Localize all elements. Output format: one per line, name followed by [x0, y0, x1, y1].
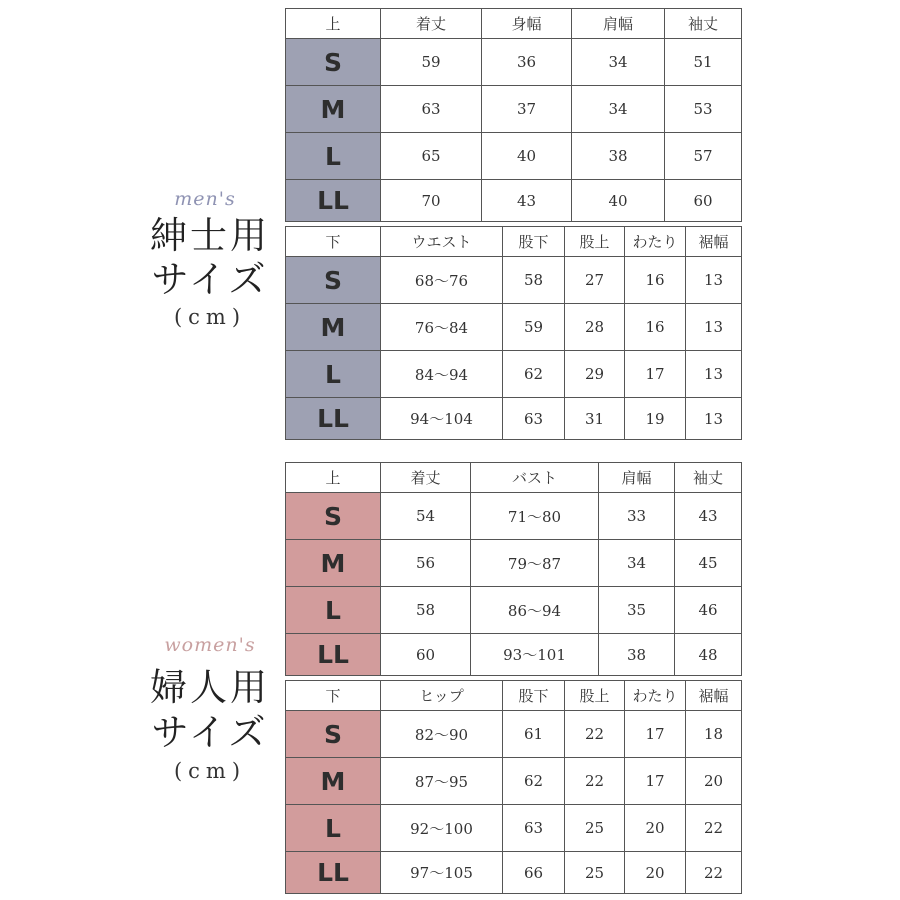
table-cell: 35 [599, 587, 675, 634]
table-cell: 20 [686, 758, 742, 805]
table-cell: 48 [675, 634, 742, 676]
womens-top-size-table [285, 462, 742, 676]
table-cell: 63 [503, 398, 565, 440]
table-header-cell: 肩幅 [572, 9, 665, 39]
table-cell: 36 [482, 39, 572, 86]
table-cell: 17 [625, 711, 686, 758]
table-cell: 86〜94 [471, 587, 599, 634]
table-row [286, 587, 742, 634]
table-header-cell: ヒップ [381, 681, 503, 711]
table-header-cell: 袖丈 [675, 463, 742, 493]
table-header-cell: わたり [625, 227, 686, 257]
table-cell: 20 [625, 852, 686, 894]
table-cell: 13 [686, 257, 742, 304]
table-cell: 65 [381, 133, 482, 180]
table-row [286, 351, 742, 398]
table-cell: 93〜101 [471, 634, 599, 676]
womens-bottom-size-table [285, 680, 742, 894]
womens-title-line2: サイズ [151, 711, 269, 754]
table-header-cell: 着丈 [381, 9, 482, 39]
table-cell: 16 [625, 304, 686, 351]
table-header-cell: わたり [625, 681, 686, 711]
table-cell: 51 [665, 39, 742, 86]
table-header-cell: バスト [471, 463, 599, 493]
table-cell: 19 [625, 398, 686, 440]
table-cell: 33 [599, 493, 675, 540]
table-row [286, 758, 742, 805]
size-label-cell: M [286, 304, 381, 351]
table-cell: 68〜76 [381, 257, 503, 304]
table-cell: 22 [565, 758, 625, 805]
table-cell: 28 [565, 304, 625, 351]
table-header-row [286, 463, 742, 493]
table-cell: 45 [675, 540, 742, 587]
size-label-cell: L [286, 351, 381, 398]
table-cell: 71〜80 [471, 493, 599, 540]
table-cell: 38 [599, 634, 675, 676]
mens-bottom-size-table [285, 226, 742, 440]
table-cell: 17 [625, 351, 686, 398]
size-label-cell: LL [286, 180, 381, 222]
table-header-cell: 裾幅 [686, 227, 742, 257]
table-header-row [286, 227, 742, 257]
table-cell: 43 [675, 493, 742, 540]
size-label-cell: L [286, 805, 381, 852]
table-cell: 43 [482, 180, 572, 222]
table-cell: 60 [381, 634, 471, 676]
table-cell: 97〜105 [381, 852, 503, 894]
table-cell: 37 [482, 86, 572, 133]
table-cell: 40 [482, 133, 572, 180]
size-label-cell: M [286, 758, 381, 805]
table-header-cell: 身幅 [482, 9, 572, 39]
table-row [286, 634, 742, 676]
size-label-cell: LL [286, 398, 381, 440]
table-cell: 66 [503, 852, 565, 894]
table-cell: 94〜104 [381, 398, 503, 440]
table-row [286, 133, 742, 180]
table-cell: 62 [503, 351, 565, 398]
size-label-cell: M [286, 540, 381, 587]
table-row [286, 304, 742, 351]
table-cell: 20 [625, 805, 686, 852]
table-cell: 22 [565, 711, 625, 758]
table-header-cell: 下 [286, 227, 381, 257]
mens-unit-label: (cm) [173, 305, 247, 329]
womens-title-line1: 婦人用 [150, 666, 270, 709]
table-cell: 87〜95 [381, 758, 503, 805]
table-cell: 13 [686, 304, 742, 351]
table-row [286, 493, 742, 540]
table-cell: 38 [572, 133, 665, 180]
table-cell: 84〜94 [381, 351, 503, 398]
table-row [286, 852, 742, 894]
table-cell: 18 [686, 711, 742, 758]
table-cell: 25 [565, 805, 625, 852]
table-cell: 60 [665, 180, 742, 222]
table-cell: 62 [503, 758, 565, 805]
table-header-cell: 上 [286, 9, 381, 39]
table-cell: 58 [381, 587, 471, 634]
table-cell: 13 [686, 398, 742, 440]
table-cell: 61 [503, 711, 565, 758]
size-label-cell: S [286, 39, 381, 86]
mens-title-line1: 紳士用 [150, 214, 270, 257]
size-label-cell: S [286, 257, 381, 304]
table-cell: 57 [665, 133, 742, 180]
table-header-cell: ウエスト [381, 227, 503, 257]
table-header-cell: 股上 [565, 681, 625, 711]
table-header-cell: 上 [286, 463, 381, 493]
table-row [286, 805, 742, 852]
table-header-cell: 着丈 [381, 463, 471, 493]
table-row [286, 398, 742, 440]
table-header-cell: 下 [286, 681, 381, 711]
table-cell: 31 [565, 398, 625, 440]
mens-title-line2: サイズ [151, 258, 269, 301]
table-cell: 17 [625, 758, 686, 805]
table-header-row [286, 681, 742, 711]
table-cell: 76〜84 [381, 304, 503, 351]
table-cell: 40 [572, 180, 665, 222]
table-cell: 58 [503, 257, 565, 304]
table-row [286, 39, 742, 86]
table-cell: 63 [381, 86, 482, 133]
table-cell: 16 [625, 257, 686, 304]
size-label-cell: L [286, 587, 381, 634]
table-row [286, 86, 742, 133]
table-cell: 53 [665, 86, 742, 133]
table-cell: 27 [565, 257, 625, 304]
table-cell: 22 [686, 852, 742, 894]
table-row [286, 180, 742, 222]
table-cell: 54 [381, 493, 471, 540]
table-cell: 59 [381, 39, 482, 86]
size-label-cell: S [286, 711, 381, 758]
size-label-cell: M [286, 86, 381, 133]
table-header-cell: 裾幅 [686, 681, 742, 711]
table-cell: 63 [503, 805, 565, 852]
womens-unit-label: (cm) [173, 759, 247, 783]
size-label-cell: LL [286, 634, 381, 676]
table-header-cell: 肩幅 [599, 463, 675, 493]
table-cell: 79〜87 [471, 540, 599, 587]
table-row [286, 711, 742, 758]
table-row [286, 540, 742, 587]
table-cell: 34 [572, 86, 665, 133]
size-label-cell: LL [286, 852, 381, 894]
size-label-cell: L [286, 133, 381, 180]
table-header-cell: 股上 [565, 227, 625, 257]
table-header-cell: 股下 [503, 681, 565, 711]
mens-script-label: men's [174, 188, 236, 210]
table-header-cell: 袖丈 [665, 9, 742, 39]
table-cell: 92〜100 [381, 805, 503, 852]
table-cell: 70 [381, 180, 482, 222]
table-cell: 56 [381, 540, 471, 587]
table-header-cell: 股下 [503, 227, 565, 257]
mens-top-size-table [285, 8, 742, 222]
table-cell: 13 [686, 351, 742, 398]
table-header-row [286, 9, 742, 39]
table-cell: 59 [503, 304, 565, 351]
table-cell: 25 [565, 852, 625, 894]
table-cell: 34 [599, 540, 675, 587]
table-cell: 22 [686, 805, 742, 852]
table-cell: 46 [675, 587, 742, 634]
table-cell: 29 [565, 351, 625, 398]
size-label-cell: S [286, 493, 381, 540]
womens-script-label: women's [164, 634, 256, 656]
table-row [286, 257, 742, 304]
table-cell: 82〜90 [381, 711, 503, 758]
table-cell: 34 [572, 39, 665, 86]
